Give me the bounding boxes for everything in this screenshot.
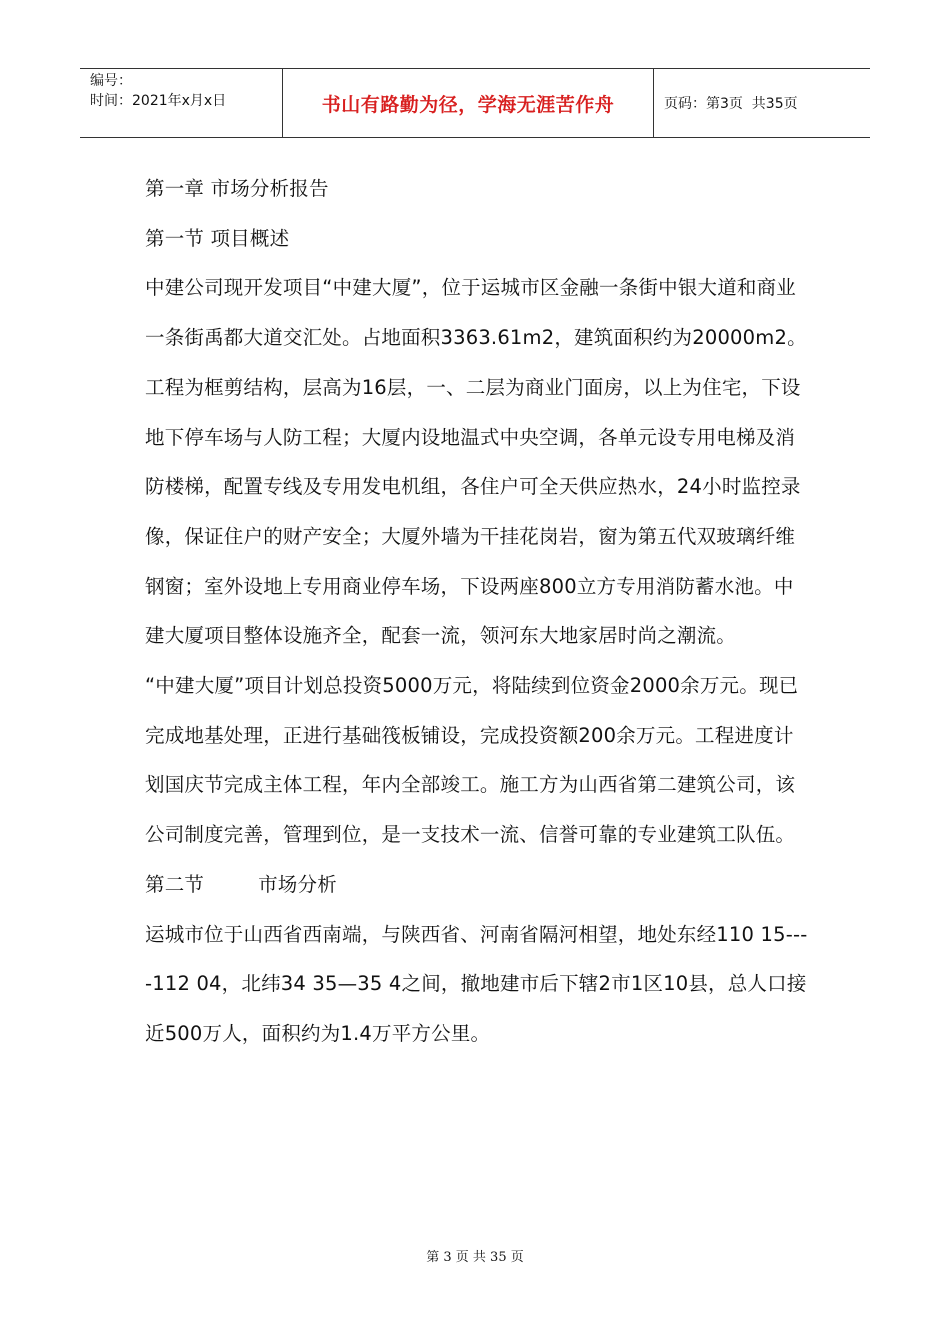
header-page-cell	[654, 69, 870, 137]
page-footer: 第 3 页 共 35 页	[426, 1250, 524, 1265]
header-table	[80, 68, 870, 138]
paragraph-project-intro: 中建公司现开发项目“中建大厦”，位于运城市区金融一条街中银大道和商业一条街禹都大道交汇处。占地面积3363.61m2，建筑面积约为20000m2。工程为框剪结构，层高为16层，一、二层为商业门面房，以上为住宅，下设地下停车场与人防工程；大厦内设地温式中央空调，各单元设专用电梯及消防楼梯，配置专线及专用发电机组，各住户可全天供应热水，24小时监控录像，保证住户的财产安全；大厦外墙为干挂花岗岩，窗为第五代双玻璃纤维钢窗；室外设地上专用商业停车场，下设两座800立方专用消防蓄水池。中建大厦项目整体设施齐全，配套一流，领河东大地家居时尚之潮流。	[145, 276, 807, 648]
header-meta-cell	[80, 69, 283, 137]
section-name: 市场分析	[258, 872, 337, 896]
section-title-market	[145, 860, 810, 910]
section-title-overview: 第一节 项目概述	[145, 226, 290, 250]
section-number: 第二节	[145, 872, 205, 896]
document-code-label: 编号：	[90, 73, 132, 89]
document-date: 时间：2021年x月x日	[90, 93, 227, 109]
header-motto-cell	[283, 69, 654, 137]
header-motto: 书山有路勤为径，学海无涯苦作舟	[321, 93, 615, 116]
document-body	[145, 164, 810, 1059]
paragraph-market-location: 运城市位于山西省西南端，与陕西省、河南省隔河相望，地处东经110 15----112 04，北纬34 35—35 4之间，撤地建市后下辖2市1区10县，总人口接近500万人，面积约为1.4万平方公里。	[145, 922, 808, 1045]
chapter-title: 第一章 市场分析报告	[145, 177, 329, 200]
paragraph-investment: “中建大厦”项目计划总投资5000万元，将陆续到位资金2000余万元。现已完成地基处理，正进行基础筏板铺设，完成投资额200余万元。工程进度计划国庆节完成主体工程，年内全部竣工。施工方为山西省第二建筑公司，该公司制度完善，管理到位，是一支技术一流、信誉可靠的专业建筑工队伍。	[145, 674, 799, 847]
header-page-info: 页码：第3页 共35页	[664, 96, 798, 112]
